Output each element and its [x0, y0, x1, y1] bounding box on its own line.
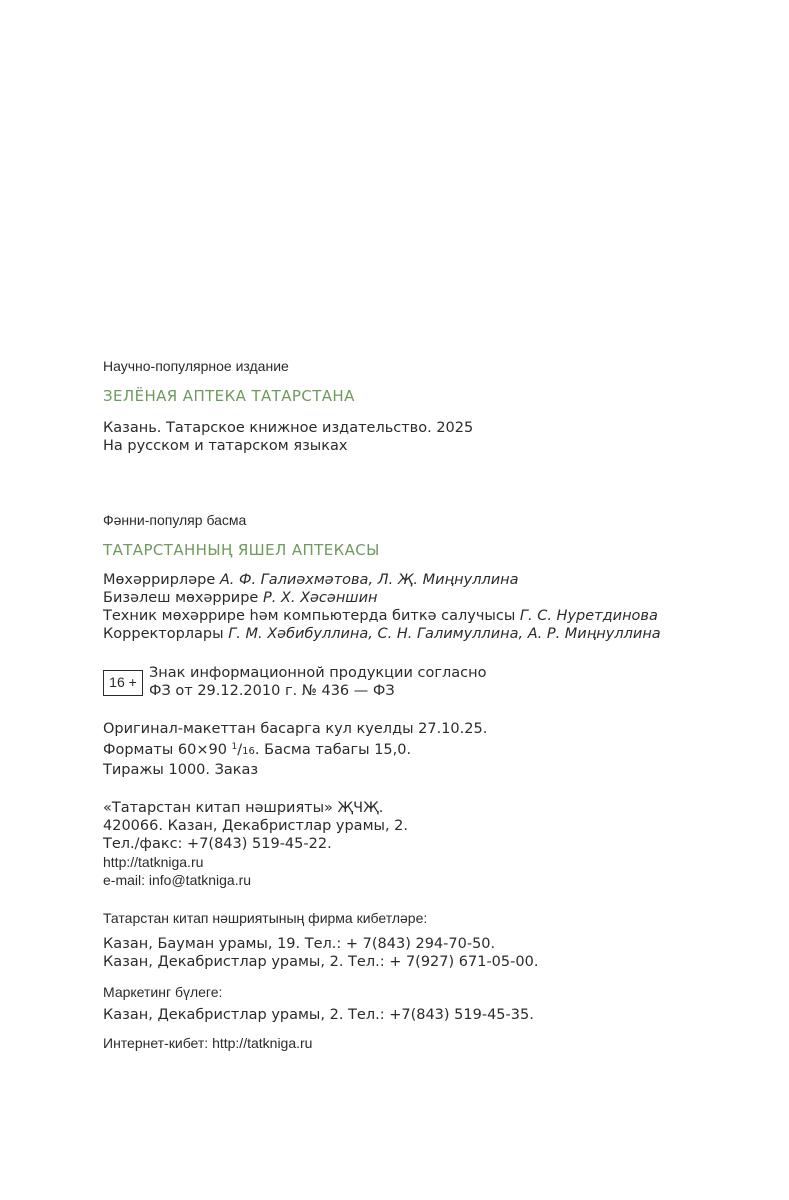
format-slash: / [237, 742, 243, 758]
credit-role: Техник мөхәррире һәм компьютерда биткә салучысы [103, 608, 516, 624]
age-mark-text [149, 664, 486, 700]
age-mark-line2: ФЗ от 29.12.2010 г. № 436 — ФЗ [149, 683, 395, 699]
publisher-phone: Тел./факс: +7(843) 519-45-22. [103, 836, 332, 852]
ru-languages: На русском и татарском языках [103, 438, 348, 454]
stores-heading: Татарстан китап нәшриятының фирма кибетләре: [103, 910, 428, 926]
publisher-block [103, 799, 408, 889]
age-mark-line1: Знак информационной продукции согласно [149, 665, 487, 681]
credit-names: Г. М. Хәбибуллина, С. Н. Галимуллина, А. Р. Миңнуллина [228, 626, 661, 642]
print-format-line [103, 738, 487, 761]
credit-role: Бизәлеш мөхәррире [103, 590, 259, 606]
tt-credits [103, 571, 661, 643]
online-store-link[interactable]: Интернет-кибет: http://tatkniga.ru [103, 1035, 313, 1051]
publisher-site-link[interactable]: http://tatkniga.ru [103, 854, 204, 870]
print-info [103, 720, 487, 779]
marketing-heading: Маркетинг бүлеге: [103, 984, 223, 1000]
credit-line [103, 571, 661, 589]
credit-line [103, 625, 661, 643]
tt-edition-type: Фәнни-популяр басма [103, 512, 247, 528]
format-suffix: . Басма табагы 15,0. [254, 742, 412, 758]
ru-edition-type: Научно-популярное издание [103, 358, 289, 374]
credit-names: А. Ф. Галиәхмәтова, Л. Җ. Миңнуллина [219, 572, 519, 588]
store-item: Казан, Бауман урамы, 19. Тел.: + 7(843) 294-70-50. [103, 936, 496, 952]
age-rating-badge: 16 + [103, 670, 143, 696]
format-numerator: 1 [231, 742, 238, 752]
format-denominator: 16 [242, 746, 255, 757]
print-run-line: Тиражы 1000. Заказ [103, 762, 259, 778]
stores-list [103, 935, 538, 971]
publisher-address: 420066. Казан, Декабристлар урамы, 2. [103, 818, 409, 834]
print-signed-line: Оригинал-макеттан басарга кул куелды 27.10.25. [103, 721, 488, 737]
credit-names: Р. Х. Хәсәншин [262, 590, 378, 606]
ru-imprint: Казань. Татарское книжное издательство. 2025 [103, 420, 474, 436]
store-item: Казан, Декабристлар урамы, 2. Тел.: + 7(927) 671-05-00. [103, 954, 539, 970]
publisher-email-link[interactable]: e-mail: info@tatkniga.ru [103, 872, 252, 888]
format-prefix: Форматы 60×90 [103, 742, 232, 758]
credit-line [103, 589, 661, 607]
publisher-name: «Татарстан китап нәшрияты» ҖЧҖ. [103, 800, 384, 816]
ru-imprint-block [103, 419, 473, 455]
credit-role: Мөхәррирләре [103, 572, 216, 588]
marketing-line: Казан, Декабристлар урамы, 2. Тел.: +7(843) 519-45-35. [103, 1007, 534, 1023]
credit-line [103, 607, 661, 625]
credit-names: Г. С. Нуретдинова [519, 608, 658, 624]
tt-title: ТАТАРСТАННЫҢ ЯШЕЛ АПТЕКАСЫ [103, 541, 380, 559]
credit-role: Корректорлары [103, 626, 224, 642]
ru-title: ЗЕЛЁНАЯ АПТЕКА ТАТАРСТАНА [103, 387, 355, 405]
